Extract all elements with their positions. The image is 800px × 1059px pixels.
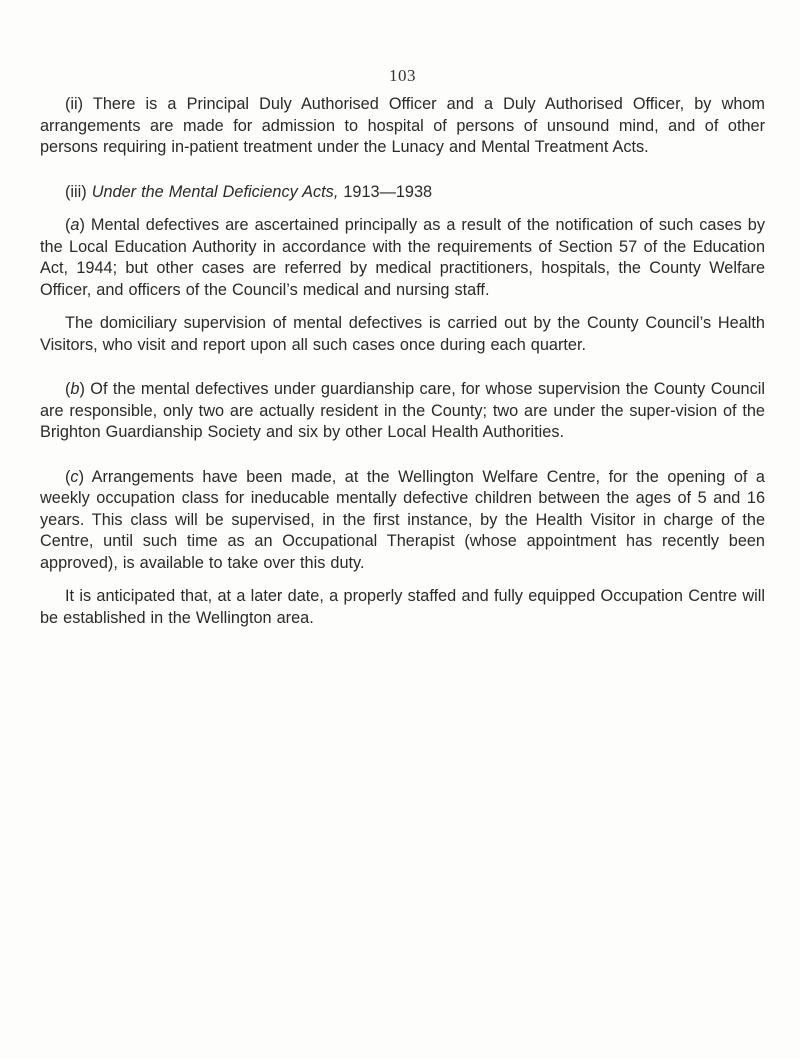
paragraph-a-open: ( [65, 216, 71, 234]
paragraph-a [40, 215, 765, 301]
paragraph-b [40, 379, 765, 444]
paragraph-b-close: ) [79, 380, 85, 398]
paragraph-c-text: Arrangements have been made, at the Wellington Welfare Centre, for the opening of a weekly occupation class for ineducable mentally defective children between the ages of 5 and 16 years. This class will be supervised, in the first instance, by the Health Visitor in charge of the Centre, until such time as an Occupational Therapist (whose appointment has recently been approved), is available to take over this duty. [40, 467, 765, 572]
paragraph-a-close: ) [79, 216, 85, 234]
document-page [40, 66, 765, 629]
paragraph-c-letter: c [70, 467, 79, 486]
paragraph-b-open: ( [65, 380, 71, 398]
paragraph-a-letter: a [70, 216, 80, 234]
paragraph-c-open: ( [65, 467, 71, 486]
paragraph-final: It is anticipated that, at a later date, a properly staffed and fully equipped Occupation Centre will be established in the Wellington area. [40, 587, 765, 627]
page-number: 103 [389, 66, 416, 85]
paragraph-b-letter: b [70, 380, 80, 398]
paragraph-c [40, 467, 765, 575]
paragraph-b-text: Of the mental defectives under guardianship care, for whose supervision the County Council are responsible, only two are actually resident in the County; two are under the super-vision of the Brighton Guardianship Society and six by other Local Health Authorities. [40, 380, 765, 441]
paragraph-a-text: Mental defectives are ascertained principally as a result of the notification of such cases by the Local Education Authority in accordance with the requirements of Section 57 of the Education Act, 1944; but other cases are referred by medical practitioners, hospitals, the County Welfare Officer, and officers of the Council’s medical and nursing staff. [40, 216, 765, 299]
section-iii-years: 1913—1938 [338, 182, 433, 201]
paragraph-ii: (ii) There is a Principal Duly Authorised Officer and a Duly Authorised Officer, by whom arrangements are made for admission to hospital of persons of unsound mind, and of other persons requiring in-patient treatment under the Lunacy and Mental Treatment Acts. [40, 95, 765, 156]
paragraph-c-close: ) [78, 467, 84, 486]
paragraph-domiciliary: The domiciliary supervision of mental defectives is carried out by the County Council’s Health Visitors, who visit and report upon all such cases once during each quarter. [40, 314, 765, 354]
section-iii-title: Under the Mental Deficiency Acts, [91, 182, 339, 201]
section-iii-prefix: (iii) [65, 182, 92, 201]
section-iii-heading [40, 182, 765, 204]
